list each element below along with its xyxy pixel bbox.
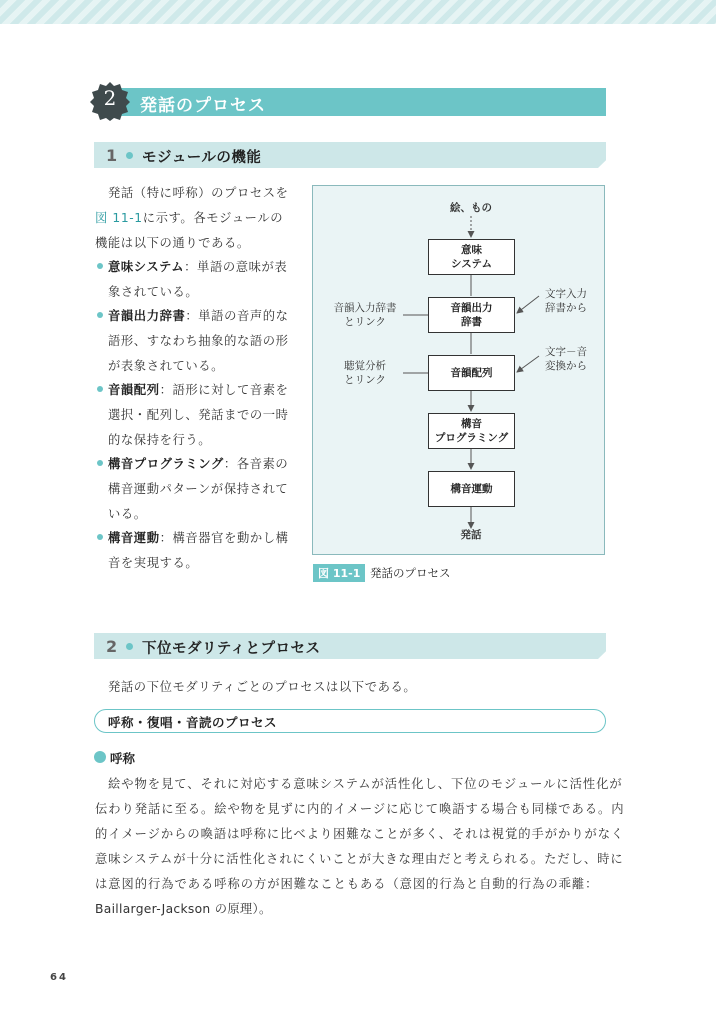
subsection-title: 呼称・復唱・音読のプロセス [108,715,278,730]
section1-title: モジュールの機能 [142,150,262,166]
bullet-lexicon-line-3: が表象されている。 [108,359,225,373]
figure-caption: 発話のプロセス [370,566,451,580]
paragraph-line-3: 的イメージからの喚語は呼称に比べより困難なことが多く、それは視覚的手がかりがなく [95,827,625,841]
bullet-phoneme-line-2: 選択・配列し、発話までの一時 [108,408,289,422]
figure-output-label: 発話 [460,529,482,541]
right-label-orthographic-lexicon: 文字入力 辞書から [545,288,587,314]
bullet-icon [97,460,103,466]
box-articulatory-programming: 構音 プログラミング [428,413,515,449]
intro-line-1: 発話（特に呼称）のプロセスを [108,186,289,200]
section1-bullet-icon [126,152,133,159]
bullet-icon [97,534,103,540]
bullet-icon [97,312,103,318]
bullet-motor-line-1: 構音運動：構音器官を動かし構 [108,531,289,545]
intro-line-3: 機能は以下の通りである。 [95,236,250,250]
figure-reference-link[interactable]: 図 11-1 [95,211,143,225]
bullet-phoneme-line-3: 的な保持を行う。 [108,433,212,447]
section2-bullet-icon [126,643,133,650]
paragraph-line-1: 絵や物を見て、それに対応する意味システムが活性化し、下位のモジュールに活性化が [108,777,623,791]
intro-line-2: 図 11-1に示す。各モジュールの [95,211,284,225]
top-decorative-band [0,0,716,24]
section2-title: 下位モダリティとプロセス [142,641,321,657]
figure-label-badge: 図 11-1 [313,564,365,582]
paragraph-line-5: は意図的行為である呼称の方が困難なこともある（意図的行為と自動的行為の乖離： [95,877,599,891]
section2-number: 2 [106,637,118,656]
subhead-naming: 呼称 [110,751,136,766]
paragraph-line-6: Baillarger-Jackson の原理）。 [95,902,272,916]
bullet-programming-line-3: いる。 [108,507,147,521]
paragraph-line-4: 意味システムが十分に活性化されにくいことが大きな理由だと考えられる。ただし、時に [95,852,624,866]
bullet-lexicon-line-1: 音韻出力辞書：単語の音声的な [108,309,289,323]
box-articulatory-movement: 構音運動 [428,471,515,507]
chapter-number: 2 [103,86,117,110]
section1-number: 1 [106,146,118,165]
bullet-programming-line-1: 構音プログラミング：各音素の [108,457,289,471]
box-phoneme-assembly: 音韻配列 [428,355,515,391]
bullet-icon [97,386,103,392]
bullet-motor-line-2: 音を実現する。 [108,556,199,570]
left-label-input-lexicon: 音韻入力辞書 とリンク [333,302,397,328]
left-label-auditory-analysis: 聴覚分析 とリンク [344,360,386,386]
bullet-semantic-line-2: 象されている。 [108,285,199,299]
paragraph-line-2: 伝わり発話に至る。絵や物を見ずに内的イメージに応じて喚語する場合も同様である。内 [95,802,625,816]
page-number: 64 [50,972,68,983]
bullet-programming-line-2: 構音運動パターンが保持されて [108,482,289,496]
chapter-title: 発話のプロセス [140,96,266,116]
right-label-grapheme-phoneme: 文字－音 変換から [545,346,587,372]
figure-input-label: 絵、もの [450,202,492,214]
box-phonological-output-lexicon: 音韻出力 辞書 [428,297,515,333]
bullet-semantic-line-1: 意味システム：単語の意味が表 [108,260,288,274]
subhead-circle-icon [94,751,106,763]
bullet-phoneme-line-1: 音韻配列：語形に対して音素を [108,383,289,397]
bullet-icon [97,263,103,269]
figure-diagram [312,185,605,555]
section2-intro: 発話の下位モダリティごとのプロセスは以下である。 [108,680,417,694]
bullet-lexicon-line-2: 語形、すなわち抽象的な語の形 [108,334,289,348]
box-semantic-system: 意味 システム [428,239,515,275]
